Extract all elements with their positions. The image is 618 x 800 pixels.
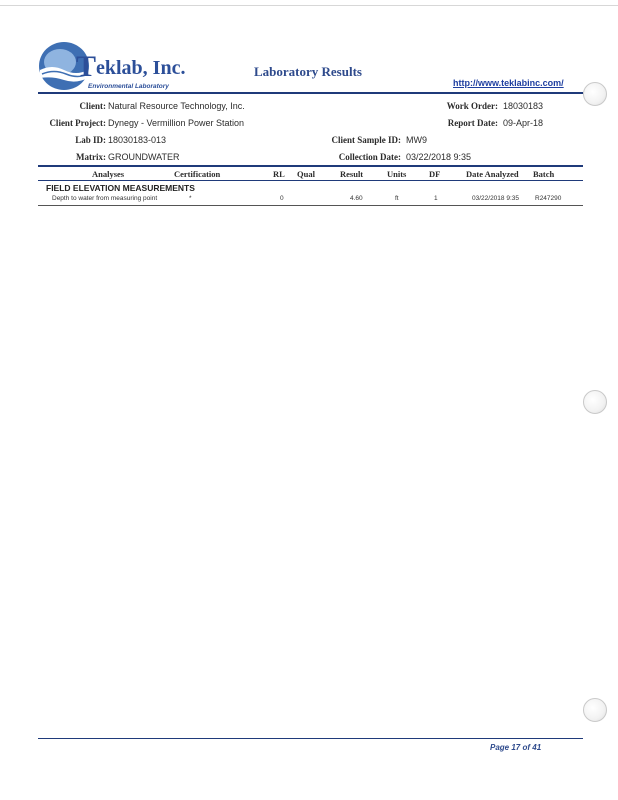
batch-cell: R247290 xyxy=(535,195,562,202)
top-rule xyxy=(0,5,618,6)
col-analyses: Analyses xyxy=(92,169,125,179)
section-heading: FIELD ELEVATION MEASUREMENTS xyxy=(46,183,195,193)
page-number: Page 17 of 41 xyxy=(490,743,542,752)
project-value: Dynegy - Vermillion Power Station xyxy=(108,118,245,128)
collection-date-label: Collection Date: xyxy=(338,152,401,162)
analysis-cell: Depth to water from measuring point xyxy=(52,195,158,202)
lab-id-value: 18030183-013 xyxy=(108,135,167,145)
client-value: Natural Resource Technology, Inc. xyxy=(108,101,245,111)
footer-rule xyxy=(38,738,583,739)
col-batch: Batch xyxy=(533,169,555,179)
result-cell: 4.60 xyxy=(350,195,363,202)
table-row-rule xyxy=(38,205,583,206)
df-cell: 1 xyxy=(434,195,438,202)
report-date-value: 09-Apr-18 xyxy=(503,118,544,128)
punch-hole-top xyxy=(583,82,607,106)
col-units: Units xyxy=(387,169,407,179)
sample-id-value: MW9 xyxy=(406,135,427,145)
work-order-value: 18030183 xyxy=(503,101,544,111)
work-order-label: Work Order: xyxy=(446,101,498,111)
svg-text:Environmental Laboratory: Environmental Laboratory xyxy=(88,83,169,90)
matrix-value: GROUNDWATER xyxy=(108,152,180,162)
table-top-rule xyxy=(38,165,583,167)
date-analyzed-cell: 03/22/2018 9:35 xyxy=(472,195,519,202)
punch-hole-middle xyxy=(583,390,607,414)
col-result: Result xyxy=(340,169,364,179)
col-df: DF xyxy=(429,169,441,179)
report-date-label: Report Date: xyxy=(447,118,498,128)
lab-id-label: Lab ID: xyxy=(75,135,106,145)
svg-text:eklab, Inc.: eklab, Inc. xyxy=(96,57,186,79)
teklab-logo xyxy=(38,40,188,92)
project-label: Client Project: xyxy=(49,118,106,128)
certification-cell: * xyxy=(189,195,192,202)
col-date-analyzed: Date Analyzed xyxy=(466,169,519,179)
collection-date-value: 03/22/2018 9:35 xyxy=(406,152,472,162)
rl-cell: 0 xyxy=(280,195,284,202)
header-rule xyxy=(38,92,583,94)
client-label: Client: xyxy=(79,101,106,111)
website-link[interactable]: http://www.teklabinc.com/ xyxy=(453,78,564,88)
units-cell: ft xyxy=(395,195,399,202)
col-qual: Qual xyxy=(297,169,315,179)
sample-id-label: Client Sample ID: xyxy=(331,135,401,145)
table-header-rule xyxy=(38,180,583,181)
punch-hole-bottom xyxy=(583,698,607,722)
matrix-label: Matrix: xyxy=(76,152,106,162)
report-title: Laboratory Results xyxy=(254,64,362,79)
svg-text:T: T xyxy=(76,50,97,83)
col-rl: RL xyxy=(273,169,285,179)
col-certification: Certification xyxy=(174,169,221,179)
